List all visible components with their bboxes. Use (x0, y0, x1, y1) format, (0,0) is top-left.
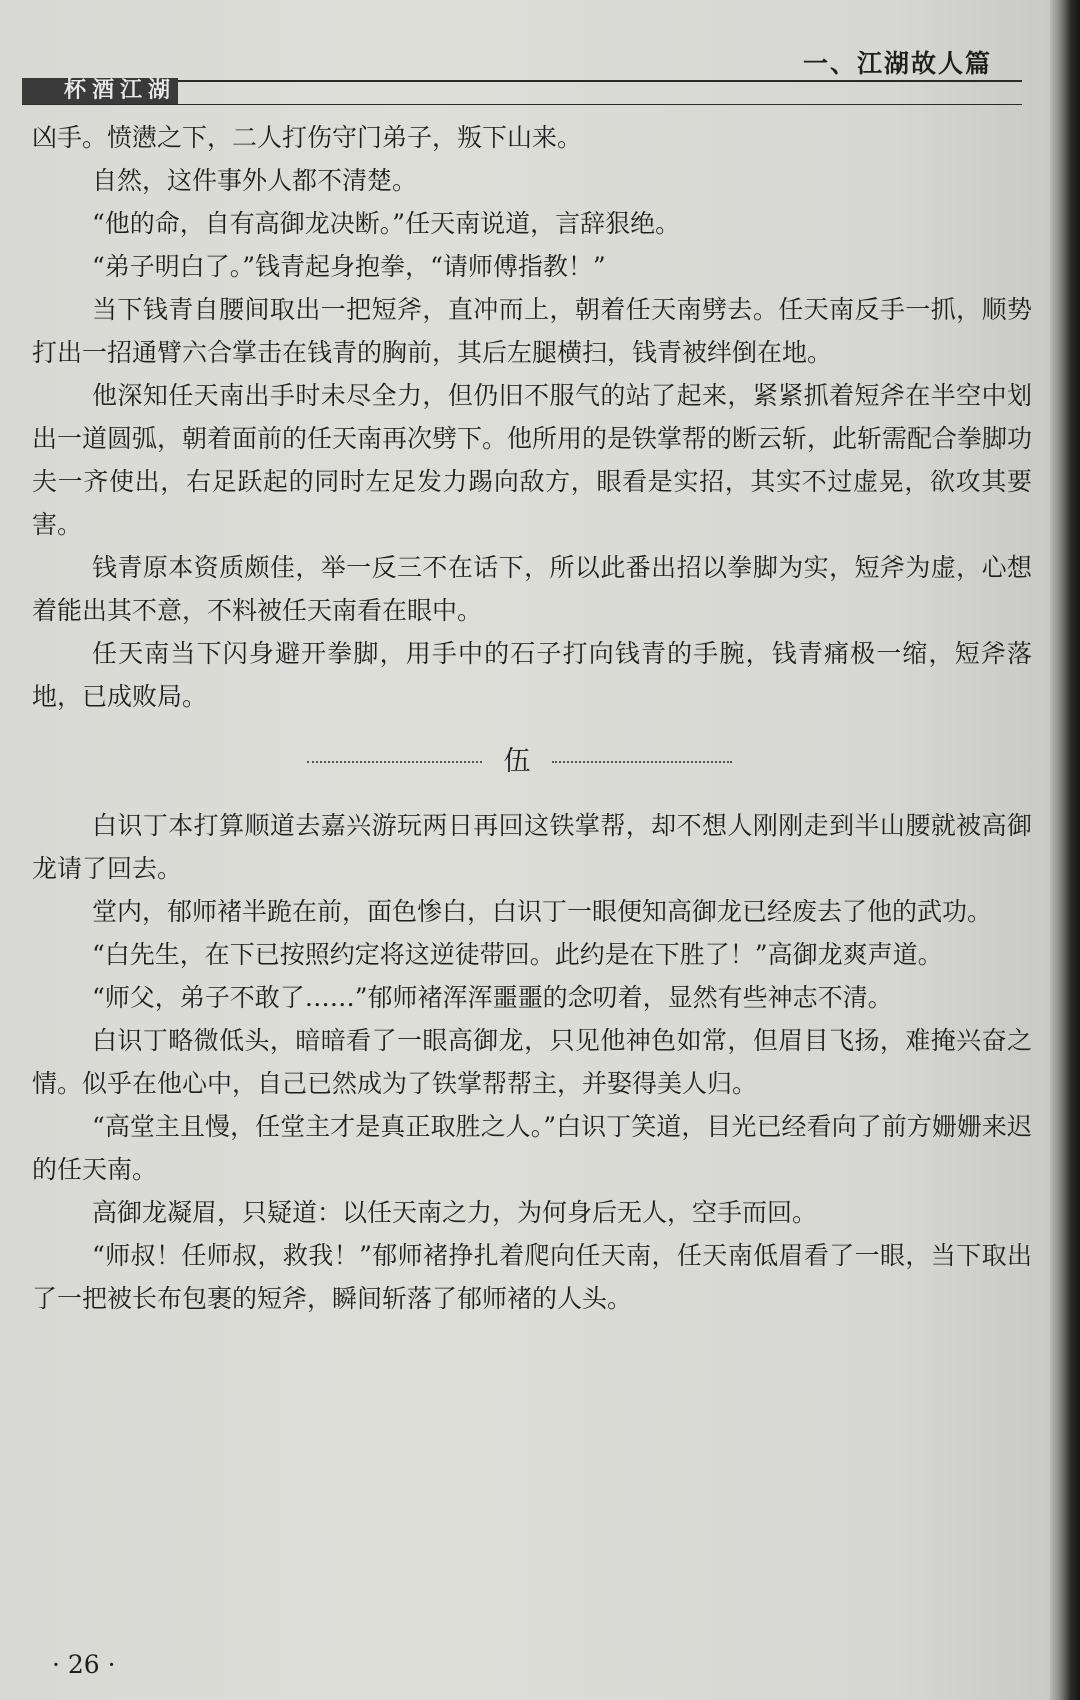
paragraph: “高堂主且慢，任堂主才是真正取胜之人。”白识丁笑道，目光已经看向了前方姗姗来迟的任天南。 (32, 1112, 1032, 1184)
divider-line-right (552, 761, 732, 763)
paragraph: 白识丁略微低头，暗暗看了一眼高御龙，只见他神色如常，但眉目飞扬，难掩兴奋之情。似乎在他心中，自己已然成为了铁掌帮帮主，并娶得美人归。 (32, 1026, 1032, 1098)
paragraph: 堂内，郁师褚半跪在前，面色惨白，白识丁一眼便知高御龙已经废去了他的武功。 (92, 897, 993, 926)
paragraph: “白先生，在下已按照约定将这逆徒带回。此约是在下胜了！”高御龙爽声道。 (92, 940, 943, 969)
paragraphs-before (32, 116, 1032, 718)
page-number: · 26 · (52, 1650, 116, 1679)
section-number: 伍 (503, 746, 531, 777)
paragraph: 高御龙凝眉，只疑道：以任天南之力，为何身后无人，空手而回。 (92, 1198, 818, 1227)
book-title: 杯酒江湖 (22, 78, 178, 104)
paragraph: 自然，这件事外人都不清楚。 (92, 166, 418, 195)
paragraph: “师叔！任师叔，救我！”郁师褚挣扎着爬向任天南，任天南低眉看了一眼，当下取出了一把被长布包裹的短斧，瞬间斩落了郁师褚的人头。 (32, 1241, 1032, 1313)
section-title: 一、江湖故人篇 (802, 49, 992, 78)
paragraph: 当下钱青自腰间取出一把短斧，直冲而上，朝着任天南劈去。任天南反手一抓，顺势打出一招通臂六合掌击在钱青的胸前，其后左腿横扫，钱青被绊倒在地。 (32, 295, 1032, 367)
paragraph: 任天南当下闪身避开拳脚，用手中的石子打向钱青的手腕，钱青痛极一缩，短斧落地，已成败局。 (32, 639, 1032, 711)
paragraph: “师父，弟子不敢了……”郁师褚浑浑噩噩的念叨着，显然有些神志不清。 (92, 983, 893, 1012)
body-text (32, 116, 1032, 1320)
paragraph: “弟子明白了。”钱青起身抱拳，“请师傅指教！” (92, 252, 606, 281)
paragraph: 凶手。愤懑之下，二人打伤守门弟子，叛下山来。 (32, 123, 583, 152)
header-rule-thin (22, 104, 1022, 105)
paragraph: “他的命，自有高御龙决断。”任天南说道，言辞狠绝。 (92, 209, 681, 238)
paragraph: 白识丁本打算顺道去嘉兴游玩两日再回这铁掌帮，却不想人刚刚走到半山腰就被高御龙请了回去。 (32, 811, 1032, 883)
paragraph: 钱青原本资质颇佳，举一反三不在话下，所以此番出招以拳脚为实，短斧为虚，心想着能出其不意，不料被任天南看在眼中。 (32, 553, 1032, 625)
paragraphs-after (32, 804, 1032, 1320)
section-divider (32, 718, 1032, 804)
paragraph: 他深知任天南出手时未尽全力，但仍旧不服气的站了起来，紧紧抓着短斧在半空中划出一道圆弧，朝着面前的任天南再次劈下。他所用的是铁掌帮的断云斩，此斩需配合拳脚功夫一齐使出，右足跃起的同时左足发力踢向敌方，眼看是实招，其实不过虚晃，欲攻其要害。 (32, 381, 1033, 539)
divider-line-left (307, 761, 482, 763)
book-spine-edge (1050, 0, 1080, 1700)
